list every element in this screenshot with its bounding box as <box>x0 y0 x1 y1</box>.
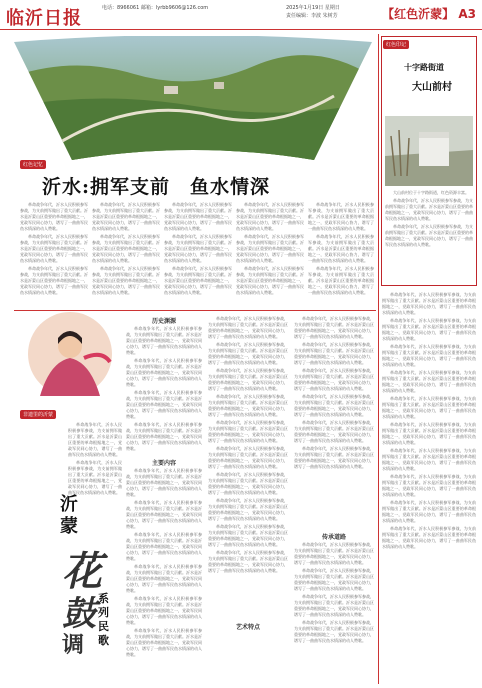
title-char: 鼓 <box>62 594 96 634</box>
body-column-5 <box>308 202 374 306</box>
sidebar-caption: 大山前村位于十字路街道，红色资源丰富。 <box>393 190 469 195</box>
paragraph: 革命战争年代，沂水人民积极参军参战，为支前拥军做出了重大贡献。沂水是沂蒙山区重要的革命根据地之一，党政军民同心协力，谱写了一曲曲军民鱼水情深的动人赞歌。 <box>126 326 202 355</box>
title-char: 系 <box>98 592 109 605</box>
paragraph: 革命战争年代，沂水人民积极参军参战，为支前拥军做出了重大贡献。沂水是沂蒙山区重要的革命根据地之一，党政军民同心协力，谱写了一曲曲军民鱼水情深的动人赞歌。 <box>294 568 374 591</box>
paragraph: 革命战争年代，沂水人民积极参军参战，为支前拥军做出了重大贡献。沂水是沂蒙山区重要的革命根据地之一，党政军民同心协力，谱写了一曲曲军民鱼水情深的动人赞歌。 <box>294 342 374 365</box>
body-column-10 <box>294 542 374 680</box>
sidebar-title-line1: 十字路街道 <box>404 62 444 72</box>
paragraph: 革命战争年代，沂水人民积极参军参战，为支前拥军做出了重大贡献。沂水是沂蒙山区重要的革命根据地之一，党政军民同心协力，谱写了一曲曲军民鱼水情深的动人赞歌。 <box>20 202 88 231</box>
paragraph: 革命战争年代，沂水人民积极参军参战，为支前拥军做出了重大贡献。沂水是沂蒙山区重要的革命根据地之一，党政军民同心协力，谱写了一曲曲军民鱼水情深的动人赞歌。 <box>294 316 374 339</box>
body-column-9 <box>294 316 374 528</box>
title-char: 蒙 <box>60 516 78 537</box>
paragraph: 革命战争年代，沂水人民积极参军参战，为支前拥军做出了重大贡献。沂水是沂蒙山区重要的革命根据地之一，党政军民同心协力，谱写了一曲曲军民鱼水情深的动人赞歌。 <box>294 446 374 469</box>
page-title: 沂水:拥军支前 鱼水情深 <box>42 176 271 198</box>
paragraph: 革命战争年代，沂水人民积极参军参战，为支前拥军做出了重大贡献。沂水是沂蒙山区重要的革命根据地之一，党政军民同心协力，谱写了一曲曲军民鱼水情深的动人赞歌。 <box>294 420 374 443</box>
paragraph: 革命战争年代，沂水人民积极参军参战，为支前拥军做出了重大贡献。沂水是沂蒙山区重要的革命根据地之一，党政军民同心协力，谱写了一曲曲军民鱼水情深的动人赞歌。 <box>382 448 476 471</box>
paragraph: 革命战争年代，沂水人民积极参军参战，为支前拥军做出了重大贡献。沂水是沂蒙山区重要的革命根据地之一，党政军民同心协力，谱写了一曲曲军民鱼水情深的动人赞歌。 <box>382 396 476 419</box>
paragraph: 革命战争年代，沂水人民积极参军参战，为支前拥军做出了重大贡献。沂水是沂蒙山区重要的革命根据地之一，党政军民同心协力，谱写了一曲曲军民鱼水情深的动人赞歌。 <box>20 266 88 295</box>
paragraph: 革命战争年代，沂水人民积极参军参战，为支前拥军做出了重大贡献。沂水是沂蒙山区重要的革命根据地之一，党政军民同心协力，谱写了一曲曲军民鱼水情深的动人赞歌。 <box>164 234 232 263</box>
paragraph: 革命战争年代，沂水人民积极参军参战，为支前拥军做出了重大贡献。沂水是沂蒙山区重要的革命根据地之一，党政军民同心协力，谱写了一曲曲军民鱼水情深的动人赞歌。 <box>92 234 160 263</box>
paragraph: 革命战争年代，沂水人民积极参军参战，为支前拥军做出了重大贡献。沂水是沂蒙山区重要的革命根据地之一，党政军民同心协力，谱写了一曲曲军民鱼水情深的动人赞歌。 <box>382 526 476 549</box>
paragraph: 革命战争年代，沂水人民积极参军参战，为支前拥军做出了重大贡献。沂水是沂蒙山区重要的革命根据地之一，党政军民同心协力，谱写了一曲曲军民鱼水情深的动人赞歌。 <box>126 358 202 387</box>
section-tag-folk: 非遗里的沂蒙 <box>20 410 56 419</box>
paragraph: 革命战争年代，沂水人民积极参军参战，为支前拥军做出了重大贡献。沂水是沂蒙山区重要的革命根据地之一，党政军民同心协力，谱写了一曲曲军民鱼水情深的动人赞歌。 <box>208 472 288 495</box>
paragraph: 革命战争年代，沂水人民积极参军参战，为支前拥军做出了重大贡献。沂水是沂蒙山区重要的革命根据地之一，党政军民同心协力，谱写了一曲曲军民鱼水情深的动人赞歌。 <box>308 234 374 263</box>
paragraph: 革命战争年代，沂水人民积极参军参战，为支前拥军做出了重大贡献。沂水是沂蒙山区重要的革命根据地之一，党政军民同心协力，谱写了一曲曲军民鱼水情深的动人赞歌。 <box>126 628 202 657</box>
sidebar-text <box>385 190 473 282</box>
page-header <box>0 0 482 30</box>
performer-photo <box>20 310 120 398</box>
paragraph: 革命战争年代，沂水人民积极参军参战，为支前拥军做出了重大贡献。沂水是沂蒙山区重要的革命根据地之一，党政军民同心协力，谱写了一曲曲军民鱼水情深的动人赞歌。 <box>382 344 476 367</box>
paragraph: 革命战争年代，沂水人民积极参军参战，为支前拥军做出了重大贡献。沂水是沂蒙山区重要的革命根据地之一，党政军民同心协力，谱写了一曲曲军民鱼水情深的动人赞歌。 <box>385 198 473 221</box>
paragraph: 革命战争年代，沂水人民积极参军参战，为支前拥军做出了重大贡献。沂水是沂蒙山区重要的革命根据地之一，党政军民同心协力，谱写了一曲曲军民鱼水情深的动人赞歌。 <box>294 394 374 417</box>
title-char: 民 <box>98 620 109 633</box>
paragraph: 革命战争年代，沂水人民积极参军参战，为支前拥军做出了重大贡献。沂水是沂蒙山区重要的革命根据地之一，党政军民同心协力，谱写了一曲曲军民鱼水情深的动人赞歌。 <box>385 224 473 247</box>
paragraph: 革命战争年代，沂水人民积极参军参战，为支前拥军做出了重大贡献。沂水是沂蒙山区重要的革命根据地之一，党政军民同心协力，谱写了一曲曲军民鱼水情深的动人赞歌。 <box>164 266 232 295</box>
paragraph: 革命战争年代，沂水人民积极参军参战，为支前拥军做出了重大贡献。沂水是沂蒙山区重要的革命根据地之一，党政军民同心协力，谱写了一曲曲军民鱼水情深的动人赞歌。 <box>68 422 122 457</box>
sub-heading-heritage: 传承道路 <box>321 534 346 541</box>
paragraph: 革命战争年代，沂水人民积极参军参战，为支前拥军做出了重大贡献。沂水是沂蒙山区重要的革命根据地之一，党政军民同心协力，谱写了一曲曲军民鱼水情深的动人赞歌。 <box>126 596 202 625</box>
paragraph: 革命战争年代，沂水人民积极参军参战，为支前拥军做出了重大贡献。沂水是沂蒙山区重要的革命根据地之一，党政军民同心协力，谱写了一曲曲军民鱼水情深的动人赞歌。 <box>126 500 202 529</box>
paragraph: 革命战争年代，沂水人民积极参军参战，为支前拥军做出了重大贡献。沂水是沂蒙山区重要的革命根据地之一，党政军民同心协力，谱写了一曲曲军民鱼水情深的动人赞歌。 <box>208 316 288 339</box>
date-line: 2025年1月19日 星期日 <box>286 5 340 11</box>
title-char: 沂 <box>60 494 78 515</box>
sub-heading-history: 历史渊源 <box>151 318 176 325</box>
body-column-2 <box>92 202 160 306</box>
village-photo <box>385 116 473 186</box>
vertical-title <box>56 490 126 685</box>
body-column-4 <box>236 202 304 306</box>
section-tag-red-memory: 红色记忆 <box>20 160 46 169</box>
paragraph: 革命战争年代，沂水人民积极参军参战，为支前拥军做出了重大贡献。沂水是沂蒙山区重要的革命根据地之一，党政军民同心协力，谱写了一曲曲军民鱼水情深的动人赞歌。 <box>208 394 288 417</box>
paragraph: 革命战争年代，沂水人民积极参军参战，为支前拥军做出了重大贡献。沂水是沂蒙山区重要的革命根据地之一，党政军民同心协力，谱写了一曲曲军民鱼水情深的动人赞歌。 <box>236 266 304 295</box>
body-column-1 <box>20 202 88 306</box>
paragraph: 革命战争年代，沂水人民积极参军参战，为支前拥军做出了重大贡献。沂水是沂蒙山区重要的革命根据地之一，党政军民同心协力，谱写了一曲曲军民鱼水情深的动人赞歌。 <box>208 342 288 365</box>
paragraph: 革命战争年代，沂水人民积极参军参战，为支前拥军做出了重大贡献。沂水是沂蒙山区重要的革命根据地之一，党政军民同心协力，谱写了一曲曲军民鱼水情深的动人赞歌。 <box>208 420 288 443</box>
paragraph: 革命战争年代，沂水人民积极参军参战，为支前拥军做出了重大贡献。沂水是沂蒙山区重要的革命根据地之一，党政军民同心协力，谱写了一曲曲军民鱼水情深的动人赞歌。 <box>208 368 288 391</box>
paragraph: 革命战争年代，沂水人民积极参军参战，为支前拥军做出了重大贡献。沂水是沂蒙山区重要的革命根据地之一，党政军民同心协力，谱写了一曲曲军民鱼水情深的动人赞歌。 <box>208 446 288 469</box>
paragraph: 革命战争年代，沂水人民积极参军参战，为支前拥军做出了重大贡献。沂水是沂蒙山区重要的革命根据地之一，党政军民同心协力，谱写了一曲曲军民鱼水情深的动人赞歌。 <box>126 532 202 561</box>
paragraph: 革命战争年代，沂水人民积极参军参战，为支前拥军做出了重大贡献。沂水是沂蒙山区重要的革命根据地之一，党政军民同心协力，谱写了一曲曲军民鱼水情深的动人赞歌。 <box>382 292 476 315</box>
title-char: 花 <box>62 548 102 595</box>
paragraph: 革命战争年代，沂水人民积极参军参战，为支前拥军做出了重大贡献。沂水是沂蒙山区重要的革命根据地之一，党政军民同心协力，谱写了一曲曲军民鱼水情深的动人赞歌。 <box>382 370 476 393</box>
paragraph: 革命战争年代，沂水人民积极参军参战，为支前拥军做出了重大贡献。沂水是沂蒙山区重要的革命根据地之一，党政军民同心协力，谱写了一曲曲军民鱼水情深的动人赞歌。 <box>126 468 202 497</box>
page-number: A3 <box>458 7 476 21</box>
section-page-tag <box>382 5 476 22</box>
body-column-6 <box>126 326 202 454</box>
paragraph: 革命战争年代，沂水人民积极参军参战，为支前拥军做出了重大贡献。沂水是沂蒙山区重要的革命根据地之一，党政军民同心协力，谱写了一曲曲军民鱼水情深的动人赞歌。 <box>92 266 160 295</box>
paragraph: 革命战争年代，沂水人民积极参军参战，为支前拥军做出了重大贡献。沂水是沂蒙山区重要的革命根据地之一，党政军民同心协力，谱写了一曲曲军民鱼水情深的动人赞歌。 <box>126 564 202 593</box>
paragraph: 革命战争年代，沂水人民积极参军参战，为支前拥军做出了重大贡献。沂水是沂蒙山区重要的革命根据地之一，党政军民同心协力，谱写了一曲曲军民鱼水情深的动人赞歌。 <box>20 234 88 263</box>
paragraph: 革命战争年代，沂水人民积极参军参战，为支前拥军做出了重大贡献。沂水是沂蒙山区重要的革命根据地之一，党政军民同心协力，谱写了一曲曲军民鱼水情深的动人赞歌。 <box>294 542 374 565</box>
sidebar-title-line2: 大山前村 <box>412 82 452 93</box>
title-char: 歌 <box>98 634 109 647</box>
paragraph: 革命战争年代，沂水人民积极参军参战，为支前拥军做出了重大贡献。沂水是沂蒙山区重要的革命根据地之一，党政军民同心协力，谱写了一曲曲军民鱼水情深的动人赞歌。 <box>382 474 476 497</box>
paragraph: 革命战争年代，沂水人民积极参军参战，为支前拥军做出了重大贡献。沂水是沂蒙山区重要的革命根据地之一，党政军民同心协力，谱写了一曲曲军民鱼水情深的动人赞歌。 <box>308 202 374 231</box>
paragraph: 革命战争年代，沂水人民积极参军参战，为支前拥军做出了重大贡献。沂水是沂蒙山区重要的革命根据地之一，党政军民同心协力，谱写了一曲曲军民鱼水情深的动人赞歌。 <box>294 368 374 391</box>
paragraph: 革命战争年代，沂水人民积极参军参战，为支前拥军做出了重大贡献。沂水是沂蒙山区重要的革命根据地之一，党政军民同心协力，谱写了一曲曲军民鱼水情深的动人赞歌。 <box>236 234 304 263</box>
paragraph: 革命战争年代，沂水人民积极参军参战，为支前拥军做出了重大贡献。沂水是沂蒙山区重要的革命根据地之一，党政军民同心协力，谱写了一曲曲军民鱼水情深的动人赞歌。 <box>164 202 232 231</box>
paragraph: 革命战争年代，沂水人民积极参军参战，为支前拥军做出了重大贡献。沂水是沂蒙山区重要的革命根据地之一，党政军民同心协力，谱写了一曲曲军民鱼水情深的动人赞歌。 <box>294 594 374 617</box>
sub-heading-art: 艺术特点 <box>235 624 260 631</box>
paragraph: 革命战争年代，沂水人民积极参军参战，为支前拥军做出了重大贡献。沂水是沂蒙山区重要的革命根据地之一，党政军民同心协力，谱写了一曲曲军民鱼水情深的动人赞歌。 <box>126 422 202 451</box>
editor-line: 责任编辑：李波 朱树芳 <box>286 13 338 19</box>
paragraph: 革命战争年代，沂水人民积极参军参战，为支前拥军做出了重大贡献。沂水是沂蒙山区重要的革命根据地之一，党政军民同心协力，谱写了一曲曲军民鱼水情深的动人赞歌。 <box>92 202 160 231</box>
title-char: 调 <box>62 632 85 658</box>
paragraph: 革命战争年代，沂水人民积极参军参战，为支前拥军做出了重大贡献。沂水是沂蒙山区重要的革命根据地之一，党政军民同心协力，谱写了一曲曲军民鱼水情深的动人赞歌。 <box>208 498 288 521</box>
masthead: 临沂日报 <box>6 8 82 29</box>
column-rule <box>378 34 379 684</box>
section-label: 【红色沂蒙】 <box>382 7 455 21</box>
paragraph: 革命战争年代，沂水人民积极参军参战，为支前拥军做出了重大贡献。沂水是沂蒙山区重要的革命根据地之一，党政军民同心协力，谱写了一曲曲军民鱼水情深的动人赞歌。 <box>382 500 476 523</box>
sidebar-tag: 红色印记 <box>383 40 409 49</box>
monument-illustration <box>385 116 473 186</box>
paragraph: 革命战争年代，沂水人民积极参军参战，为支前拥军做出了重大贡献。沂水是沂蒙山区重要的革命根据地之一，党政军民同心协力，谱写了一曲曲军民鱼水情深的动人赞歌。 <box>382 318 476 341</box>
issue-date <box>286 4 340 20</box>
landscape-fan-photo <box>14 36 372 162</box>
paragraph: 革命战争年代，沂水人民积极参军参战，为支前拥军做出了重大贡献。沂水是沂蒙山区重要的革命根据地之一，党政军民同心协力，谱写了一曲曲军民鱼水情深的动人赞歌。 <box>382 422 476 445</box>
sub-heading-content: 主要内容 <box>151 460 176 467</box>
title-char: 列 <box>98 606 109 619</box>
paragraph: 革命战争年代，沂水人民积极参军参战，为支前拥军做出了重大贡献。沂水是沂蒙山区重要的革命根据地之一，党政军民同心协力，谱写了一曲曲军民鱼水情深的动人赞歌。 <box>208 550 288 573</box>
paragraph: 革命战争年代，沂水人民积极参军参战，为支前拥军做出了重大贡献。沂水是沂蒙山区重要的革命根据地之一，党政军民同心协力，谱写了一曲曲军民鱼水情深的动人赞歌。 <box>68 460 122 495</box>
paragraph: 革命战争年代，沂水人民积极参军参战，为支前拥军做出了重大贡献。沂水是沂蒙山区重要的革命根据地之一，党政军民同心协力，谱写了一曲曲军民鱼水情深的动人赞歌。 <box>294 620 374 643</box>
paragraph: 革命战争年代，沂水人民积极参军参战，为支前拥军做出了重大贡献。沂水是沂蒙山区重要的革命根据地之一，党政军民同心协力，谱写了一曲曲军民鱼水情深的动人赞歌。 <box>126 390 202 419</box>
paragraph: 革命战争年代，沂水人民积极参军参战，为支前拥军做出了重大贡献。沂水是沂蒙山区重要的革命根据地之一，党政军民同心协力，谱写了一曲曲军民鱼水情深的动人赞歌。 <box>308 266 374 295</box>
body-column-3 <box>164 202 232 306</box>
contact-info: 电话：8966061 邮箱：lyrbb9606@126.com <box>102 5 209 11</box>
intro-column <box>68 422 122 495</box>
body-column-7 <box>126 468 202 680</box>
right-column-text <box>382 292 476 682</box>
paragraph: 革命战争年代，沂水人民积极参军参战，为支前拥军做出了重大贡献。沂水是沂蒙山区重要的革命根据地之一，党政军民同心协力，谱写了一曲曲军民鱼水情深的动人赞歌。 <box>236 202 304 231</box>
paragraph: 革命战争年代，沂水人民积极参军参战，为支前拥军做出了重大贡献。沂水是沂蒙山区重要的革命根据地之一，党政军民同心协力，谱写了一曲曲军民鱼水情深的动人赞歌。 <box>208 524 288 547</box>
